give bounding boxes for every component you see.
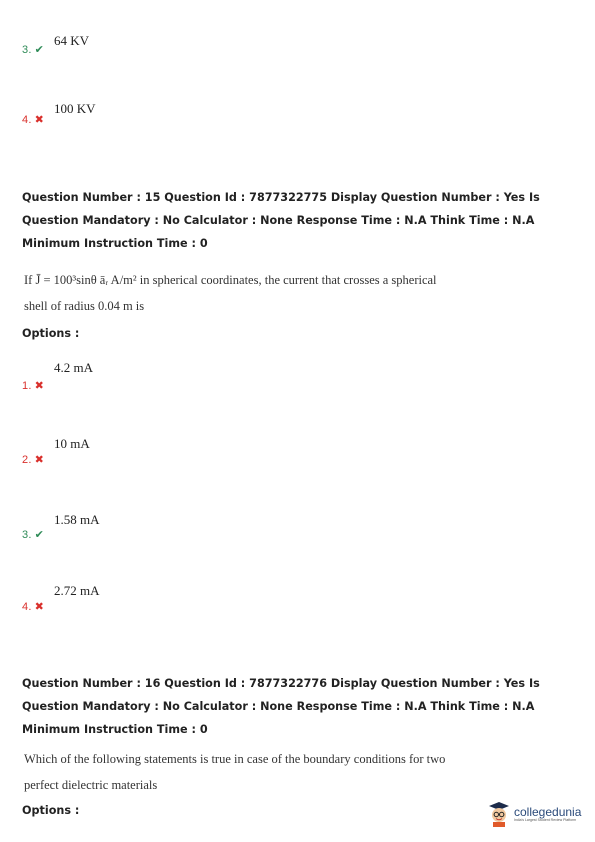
cross-icon: ✖	[34, 114, 44, 126]
cross-icon: ✖	[34, 454, 44, 466]
question-text-line: perfect dielectric materials	[24, 778, 158, 792]
question-text-line: shell of radius 0.04 m is	[24, 299, 145, 313]
option-row	[22, 450, 44, 468]
option-row	[22, 110, 44, 128]
option-row	[22, 597, 44, 615]
option-number: 1.	[22, 380, 32, 392]
options-label: Options :	[22, 804, 80, 817]
question-text-line: Which of the following statements is true in case of the boundary conditions for two	[24, 752, 446, 766]
graduate-avatar-icon	[488, 801, 510, 827]
option-text: 4.2 mA	[54, 360, 93, 375]
cross-icon: ✖	[34, 380, 44, 392]
logo-tagline: India's Largest Student Review Platform	[514, 818, 577, 822]
option-row	[22, 40, 44, 58]
collegedunia-logo	[488, 801, 581, 827]
logo-wordmark: collegedunia	[514, 805, 582, 819]
option-number: 3.	[22, 44, 32, 56]
option-row	[22, 525, 44, 543]
cross-icon: ✖	[34, 601, 44, 613]
option-text: 100 KV	[54, 101, 96, 116]
option-number: 4.	[22, 114, 32, 126]
question-meta: Question Number : 16 Question Id : 7877322776 Display Question Number : Yes Is Question Mandatory : No Calculator : None Response Time : N.A Think Time : N.A Minimum Instruction Time : 0	[22, 677, 540, 736]
option-row	[22, 376, 44, 394]
option-number: 2.	[22, 454, 32, 466]
option-number: 3.	[22, 529, 32, 541]
option-text: 64 KV	[54, 33, 90, 48]
option-text: 10 mA	[54, 436, 90, 451]
check-icon: ✔	[34, 529, 44, 541]
check-icon: ✔	[34, 44, 44, 56]
question-meta: Question Number : 15 Question Id : 7877322775 Display Question Number : Yes Is Question Mandatory : No Calculator : None Response Time : N.A Think Time : N.A Minimum Instruction Time : 0	[22, 191, 540, 250]
question-text-line: If J̄ = 100³sinθ āᵣ A/m² in spherical coordinates, the current that crosses a spherical	[24, 273, 437, 287]
option-text: 2.72 mA	[54, 583, 100, 598]
options-label: Options :	[22, 327, 80, 340]
option-text: 1.58 mA	[54, 512, 100, 527]
option-number: 4.	[22, 601, 32, 613]
